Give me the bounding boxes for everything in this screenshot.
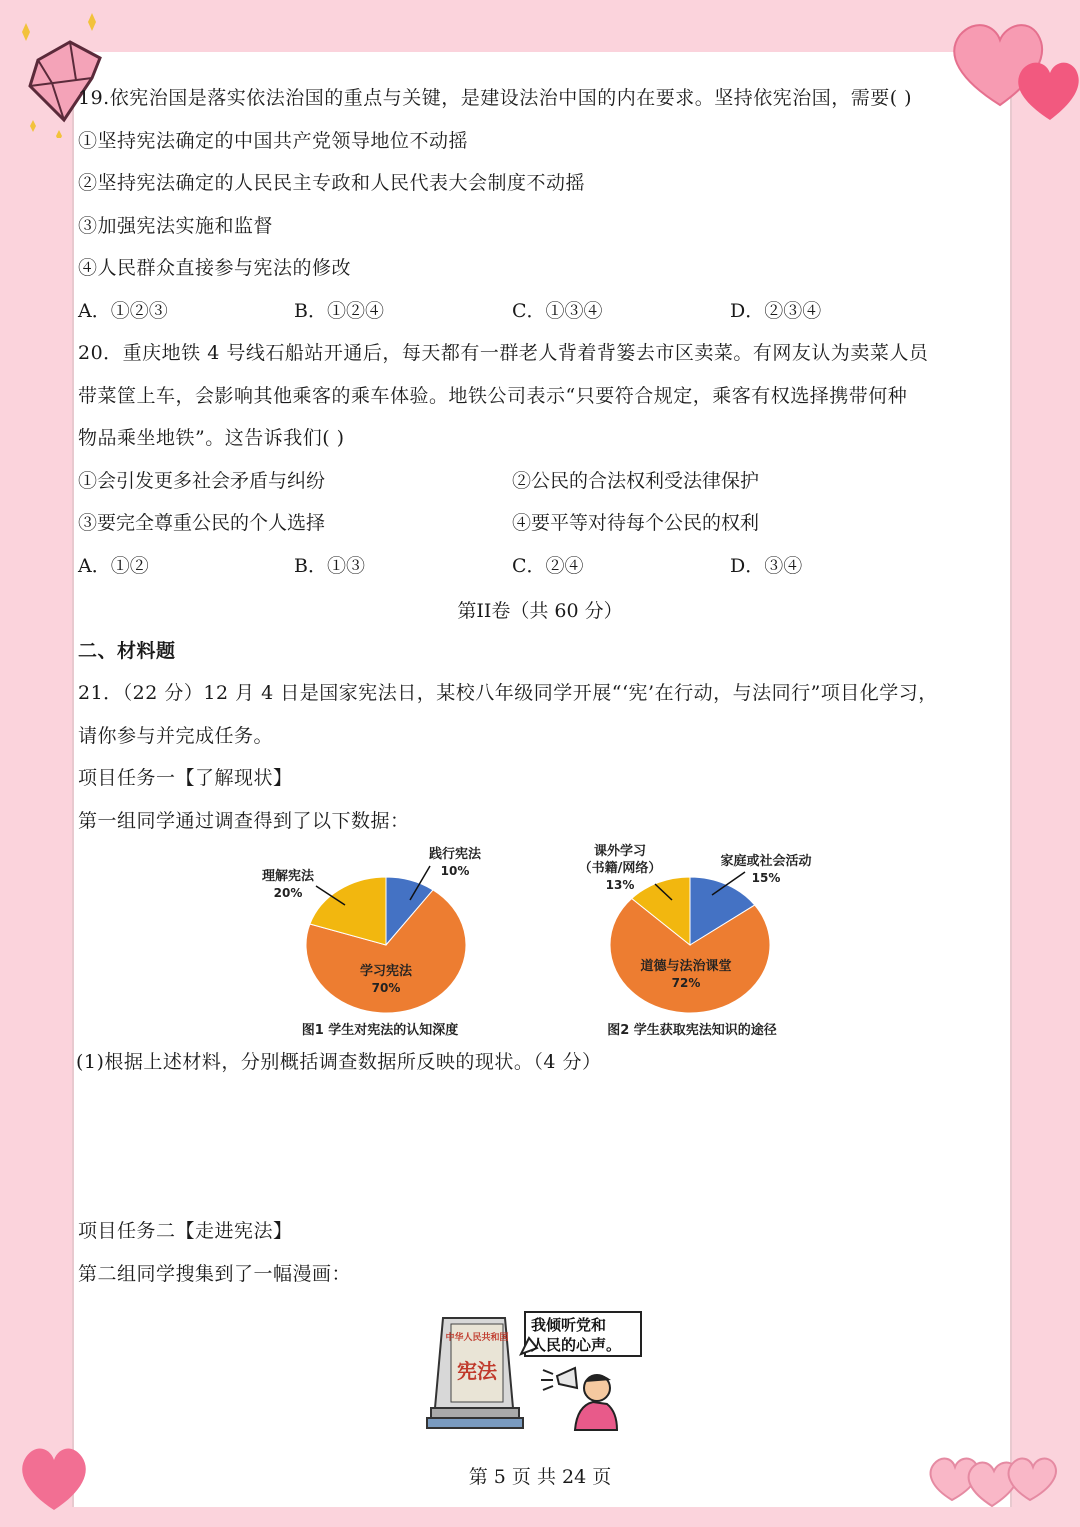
pie-label-2-1: 家庭或社会活动 [720,854,812,869]
speech-line-1: 我倾听党和 [531,1316,607,1334]
stele-big-text: 宪法 [457,1359,497,1383]
q19-item-2: ②坚持宪法确定的人民民主专政和人民代表大会制度不动摇 [78,172,586,194]
q20-item-3: ③要完全尊重公民的个人选择 [78,512,326,534]
sub-question-1: (1)根据上述材料，分别概括调查数据所反映的现状。（4 分） [76,1051,602,1073]
speech-bubble [521,1312,641,1356]
constitution-stele [427,1318,523,1428]
q19-item-3: ③加强宪法实施和监督 [78,215,274,237]
pie-label2-2-3: （书籍/网络） [578,861,662,876]
q20-stem-line-3: 物品乘坐地铁”。这告诉我们( ) [78,427,345,449]
pie-label-2-3: 课外学习 [593,844,647,859]
q20-option-d[interactable]: D．③④ [730,555,803,577]
q20-item-2: ②公民的合法权利受法律保护 [512,470,760,492]
task1-title: 项目任务一【了解现状】 [78,767,293,789]
q20-option-a[interactable]: A．①② [78,555,149,577]
q20-stem-line-2: 带菜筐上车，会影响其他乘客的乘车体验。地铁公司表示“只要符合规定，乘客有权选择携带何种 [78,385,908,407]
task2-intro: 第二组同学搜集到了一幅漫画： [78,1263,352,1285]
pie-label-1-2: 学习宪法 [359,964,413,979]
pie-label-1-1: 践行宪法 [428,847,482,862]
chart-title-1: 图1 学生对宪法的认知深度 [301,1023,459,1038]
stele-small-text: 中华人民共和国 [445,1333,509,1343]
pie-value-1-1: 10% [440,864,470,878]
pie-value-1-3: 20% [273,886,303,900]
task1-intro: 第一组同学通过调查得到了以下数据： [78,810,410,832]
page-footer: 第 5 页 共 24 页 [468,1466,612,1488]
pie-value-2-2: 72% [671,976,701,990]
q20-stem-line-1: 20．重庆地铁 4 号线石船站开通后，每天都有一群老人背着背篓去市区卖菜。有网友认为卖菜人员 [78,342,929,364]
part2-title: 二、材料题 [78,640,176,662]
section-title: 第II卷（共 60 分） [457,600,623,622]
person-with-megaphone [541,1368,617,1430]
q19-stem: 19.依宪治国是落实依法治国的重点与关键，是建设法治中国的内在要求。坚持依宪治国，需要( ) [78,87,913,109]
pie-label-1-3: 理解宪法 [261,869,315,884]
q19-item-4: ④人民群众直接参与宪法的修改 [78,257,352,279]
q20-item-1: ①会引发更多社会矛盾与纠纷 [78,470,326,492]
q19-option-d[interactable]: D．②③④ [730,300,822,322]
q20-option-c[interactable]: C．②④ [512,555,584,577]
q19-option-b[interactable]: B．①②④ [294,300,384,322]
pie-value-2-3: 13% [605,878,635,892]
constitution-comic [425,1308,650,1433]
task2-title: 项目任务二【走进宪法】 [78,1220,293,1242]
chart-title-2: 图2 学生获取宪法知识的途径 [607,1023,777,1038]
q19-option-c[interactable]: C．①③④ [512,300,603,322]
pie-value-2-1: 15% [751,871,781,885]
pie-value-1-2: 70% [371,981,401,995]
speech-line-2: 人民的心声。 [531,1336,622,1354]
pie-label-2-2: 道德与法治课堂 [640,959,732,974]
q21-stem-line-2: 请你参与并完成任务。 [78,725,274,747]
q21-stem-line-1: 21．（22 分）12 月 4 日是国家宪法日，某校八年级同学开展“‘宪’在行动，与法同行”项目化学习， [78,682,938,704]
q19-item-1: ①坚持宪法确定的中国共产党领导地位不动摇 [78,130,469,152]
q20-option-b[interactable]: B．①③ [294,555,365,577]
q19-option-a[interactable]: A．①②③ [78,300,168,322]
q20-item-4: ④要平等对待每个公民的权利 [512,512,760,534]
